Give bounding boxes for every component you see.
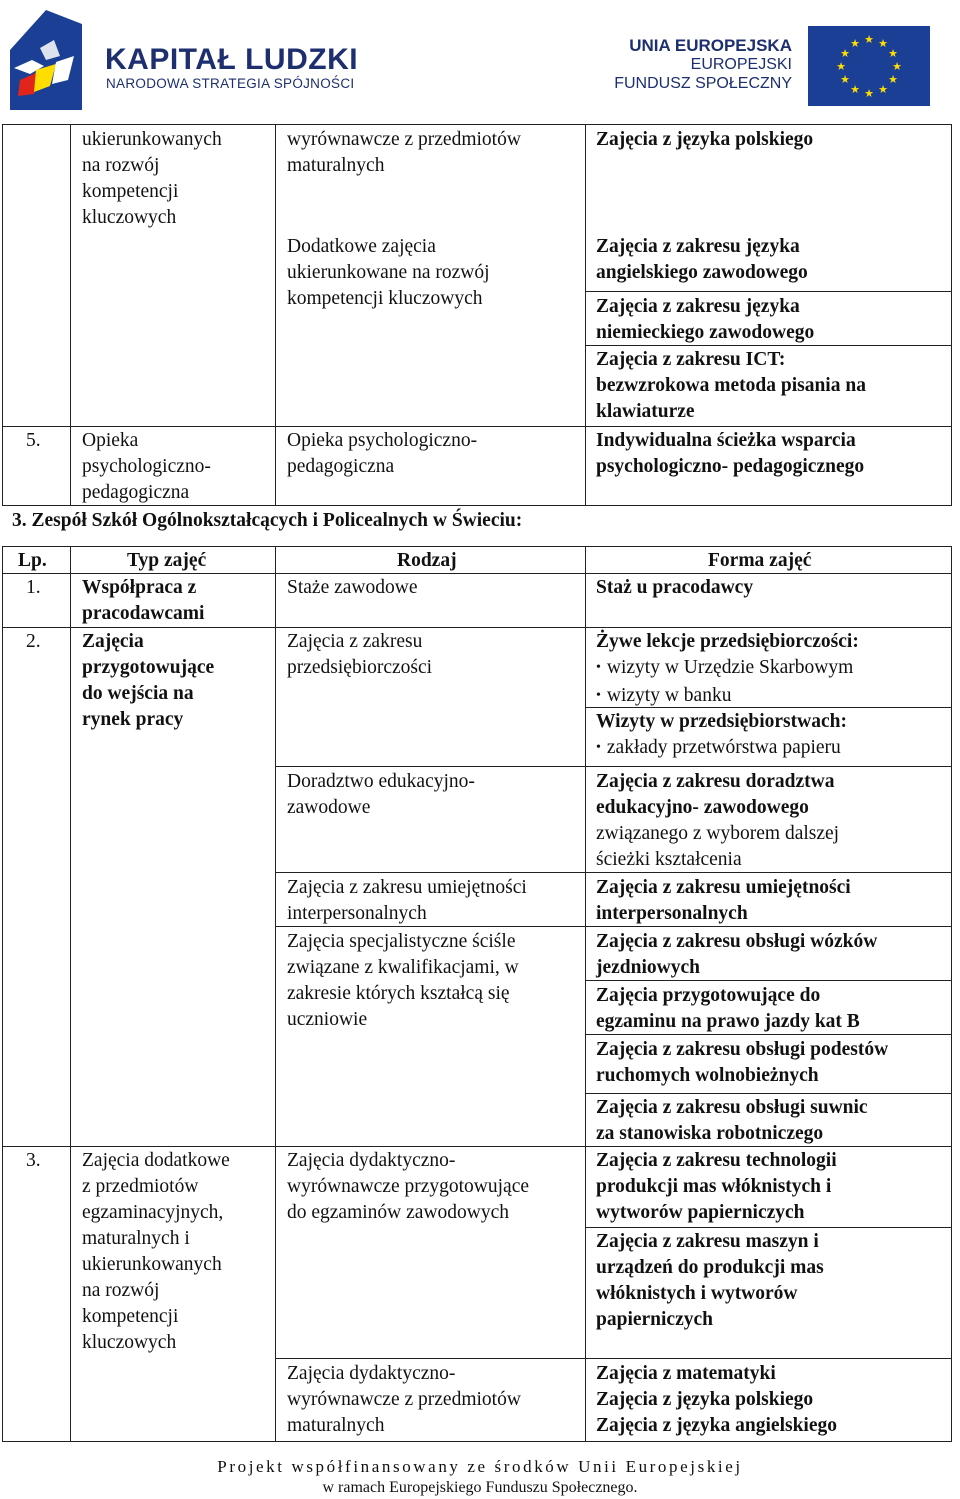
- table-cell: Zajęcia z języka polskiego: [596, 129, 814, 150]
- table-cell: [82, 127, 222, 231]
- footer-line-2: w ramach Europejskiego Funduszu Społecznego.: [322, 1479, 638, 1496]
- cell-text: Zajęcia z zakresu umiejętności: [596, 877, 851, 898]
- footer-line-1: Projekt współfinansowany ze środków Unii Europejskiej: [217, 1457, 743, 1476]
- svg-text:★: ★: [878, 37, 888, 50]
- table-cell: [596, 1037, 888, 1089]
- svg-text:★: ★: [836, 60, 846, 73]
- cell-text: Zajęcia z zakresu maszyn i: [596, 1231, 819, 1252]
- cell-text: ukierunkowane na rozwój: [287, 262, 490, 283]
- eu-label-line3: FUNDUSZ SPOŁECZNY: [614, 75, 792, 92]
- cell-text: z przedmiotów: [82, 1176, 199, 1197]
- bullet-item: • wizyty w Urzędzie Skarbowym: [596, 655, 859, 683]
- cell-text: zawodowe: [287, 797, 371, 818]
- svg-text:★: ★: [840, 73, 850, 86]
- cell-text: kluczowych: [82, 1332, 177, 1353]
- cell-text: ruchomych wolnobieżnych: [596, 1065, 819, 1086]
- row-number: 1.: [26, 577, 41, 598]
- logo-title: KAPITAŁ LUDZKI: [105, 43, 359, 76]
- eu-flag-icon: [808, 26, 930, 106]
- table-cell: [596, 875, 851, 927]
- table-cell: Staże zawodowe: [287, 577, 418, 598]
- bullet-item: • zakłady przetwórstwa papieru: [596, 735, 847, 763]
- cell-text: jezdniowych: [596, 957, 700, 978]
- cell-text: Doradztwo edukacyjno-: [287, 771, 475, 792]
- cell-text: kompetencji kluczowych: [287, 288, 483, 309]
- cell-text: zakresie których kształcą się: [287, 983, 510, 1004]
- svg-text:★: ★: [840, 47, 850, 60]
- svg-text:★: ★: [864, 87, 874, 100]
- header-forma: Forma zajęć: [708, 550, 812, 571]
- cell-text: papierniczych: [596, 1309, 713, 1330]
- cell-text: włóknistych i wytworów: [596, 1283, 798, 1304]
- cell-text: przygotowujące: [82, 657, 215, 678]
- logo-subtitle: NARODOWA STRATEGIA SPÓJNOŚCI: [106, 76, 355, 91]
- svg-text:★: ★: [892, 60, 902, 73]
- table-cell: [596, 983, 860, 1035]
- cell-text: Zajęcia z zakresu ICT:: [596, 349, 786, 370]
- cell-text: interpersonalnych: [596, 903, 748, 924]
- eu-fund-label: [614, 36, 792, 93]
- table-cell: [596, 709, 847, 763]
- table-cell: [596, 1095, 868, 1147]
- cell-text: Zajęcia z języka polskiego: [596, 1389, 814, 1410]
- cell-text: niemieckiego zawodowego: [596, 322, 815, 343]
- cell-text: Zajęcia dydaktyczno-: [287, 1363, 456, 1384]
- bullet-item: • wizyty w banku: [596, 683, 859, 711]
- cell-text: Zajęcia z zakresu: [287, 631, 423, 652]
- cell-text: Zajęcia z zakresu języka: [596, 296, 800, 317]
- eu-label-line2: EUROPEJSKI: [690, 56, 792, 73]
- cell-text: Zajęcia dydaktyczno-: [287, 1150, 456, 1171]
- table-cell: [596, 1148, 837, 1226]
- table-cell: [287, 929, 519, 1033]
- cell-text: Wizyty w przedsiębiorstwach:: [596, 711, 847, 732]
- header-lp: Lp.: [18, 550, 47, 571]
- cell-text: Zajęcia z zakresu technologii: [596, 1150, 837, 1171]
- cell-text: wyrównawcze przygotowujące: [287, 1176, 530, 1197]
- cell-text: uczniowie: [287, 1009, 368, 1030]
- table-cell: Staż u pracodawcy: [596, 577, 754, 598]
- row-number: 2.: [26, 631, 41, 652]
- cell-text: do egzaminów zawodowych: [287, 1202, 510, 1223]
- table-cell: [287, 769, 475, 821]
- table-cell: [596, 629, 859, 711]
- cell-text: Zajęcia z zakresu obsługi wózków: [596, 931, 878, 952]
- cell-text: ukierunkowanych: [82, 1254, 222, 1275]
- svg-text:★: ★: [864, 33, 874, 46]
- cell-text: klawiaturze: [596, 401, 695, 422]
- table-cell: [82, 1148, 230, 1356]
- svg-text:★: ★: [850, 37, 860, 50]
- table-cell: [596, 1229, 824, 1333]
- cell-text: psychologiczno-: [82, 456, 211, 477]
- cell-text: pracodawcami: [82, 603, 205, 624]
- cell-text: pedagogiczna: [82, 482, 190, 503]
- cell-text: na rozwój: [82, 155, 160, 176]
- cell-text: egzaminacyjnych,: [82, 1202, 224, 1223]
- cell-text: angielskiego zawodowego: [596, 262, 808, 283]
- cell-text: bezwzrokowa metoda pisania na: [596, 375, 866, 396]
- cell-text: za stanowiska robotniczego: [596, 1123, 824, 1144]
- cell-text: Zajęcia z zakresu obsługi podestów: [596, 1039, 889, 1060]
- page-header: [0, 0, 960, 120]
- cell-text: Indywidualna ścieżka wsparcia: [596, 430, 856, 451]
- cell-text: Zajęcia z zakresu doradztwa: [596, 771, 835, 792]
- cell-text: ukierunkowanych: [82, 129, 222, 150]
- header-typ: Typ zajęć: [127, 550, 207, 571]
- table-cell: [287, 1361, 521, 1439]
- kapital-ludzki-logo-icon: [10, 10, 82, 110]
- row-number: 3.: [26, 1150, 41, 1171]
- table-cell: [596, 929, 877, 981]
- cell-text: Zajęcia specjalistyczne ściśle: [287, 931, 516, 952]
- table-cell: [82, 629, 214, 733]
- table-cell: [287, 875, 527, 927]
- cell-text: Zajęcia dodatkowe: [82, 1150, 230, 1171]
- row-number: 5.: [26, 430, 41, 451]
- cell-text: Opieka: [82, 430, 139, 451]
- cell-text: maturalnych: [287, 1415, 385, 1436]
- cell-text: Zajęcia przygotowujące do: [596, 985, 821, 1006]
- cell-text: produkcji mas włóknistych i: [596, 1176, 832, 1197]
- table-cell: [287, 234, 490, 312]
- cell-text: Zajęcia z języka angielskiego: [596, 1415, 837, 1436]
- table-cell: [82, 575, 204, 627]
- svg-text:★: ★: [888, 73, 898, 86]
- cell-text: do wejścia na: [82, 683, 194, 704]
- cell-text: kompetencji: [82, 1306, 179, 1327]
- table-cell: [596, 294, 814, 346]
- cell-text: kluczowych: [82, 207, 177, 228]
- table-cell: [287, 127, 521, 179]
- table-cell: [596, 769, 839, 873]
- cell-text: ścieżki kształcenia: [596, 849, 742, 870]
- svg-text:★: ★: [878, 83, 888, 96]
- cell-text: urządzeń do produkcji mas: [596, 1257, 824, 1278]
- cell-text: wytworów papierniczych: [596, 1202, 805, 1223]
- cell-text: kompetencji: [82, 181, 179, 202]
- table-cell: [596, 347, 866, 425]
- cell-text: Zajęcia z matematyki: [596, 1363, 776, 1384]
- cell-text: interpersonalnych: [287, 903, 427, 924]
- table-cell: [82, 428, 211, 506]
- cell-text: psychologiczno- pedagogicznego: [596, 456, 865, 477]
- cell-text: na rozwój: [82, 1280, 160, 1301]
- cell-text: maturalnych: [287, 155, 385, 176]
- table-cell: [596, 428, 864, 480]
- cell-text: pedagogiczna: [287, 456, 395, 477]
- cell-text: rynek pracy: [82, 709, 184, 730]
- cell-text: Zajęcia z zakresu języka: [596, 236, 800, 257]
- table-cell: [596, 1361, 837, 1439]
- cell-text: maturalnych i: [82, 1228, 190, 1249]
- header-rodzaj: Rodzaj: [397, 550, 457, 571]
- cell-text: Współpraca z: [82, 577, 197, 598]
- cell-text: przedsiębiorczości: [287, 657, 433, 678]
- cell-text: egzaminu na prawo jazdy kat B: [596, 1011, 860, 1032]
- cell-text: Zajęcia z zakresu obsługi suwnic: [596, 1097, 868, 1118]
- table-cell: [596, 234, 808, 286]
- cell-text: Zajęcia: [82, 631, 144, 652]
- cell-text: wyrównawcze z przedmiotów: [287, 1389, 521, 1410]
- cell-text: Dodatkowe zajęcia: [287, 236, 436, 257]
- cell-text: wyrównawcze z przedmiotów: [287, 129, 521, 150]
- cell-text: Opieka psychologiczno-: [287, 430, 478, 451]
- table-cell: [287, 1148, 529, 1226]
- cell-text: edukacyjno- zawodowego: [596, 797, 809, 818]
- svg-text:★: ★: [850, 83, 860, 96]
- eu-label-line1: UNIA EUROPEJSKA: [629, 36, 792, 55]
- cell-text: związane z kwalifikacjami, w: [287, 957, 519, 978]
- section-title: 3. Zespół Szkół Ogólnokształcących i Policealnych w Świeciu:: [12, 510, 523, 531]
- table-cell: [287, 428, 477, 480]
- cell-text: związanego z wyborem dalszej: [596, 823, 840, 844]
- table-cell: [287, 629, 432, 681]
- cell-text: Zajęcia z zakresu umiejętności: [287, 877, 527, 898]
- svg-text:★: ★: [888, 47, 898, 60]
- cell-text: Żywe lekcje przedsiębiorczości:: [596, 631, 859, 652]
